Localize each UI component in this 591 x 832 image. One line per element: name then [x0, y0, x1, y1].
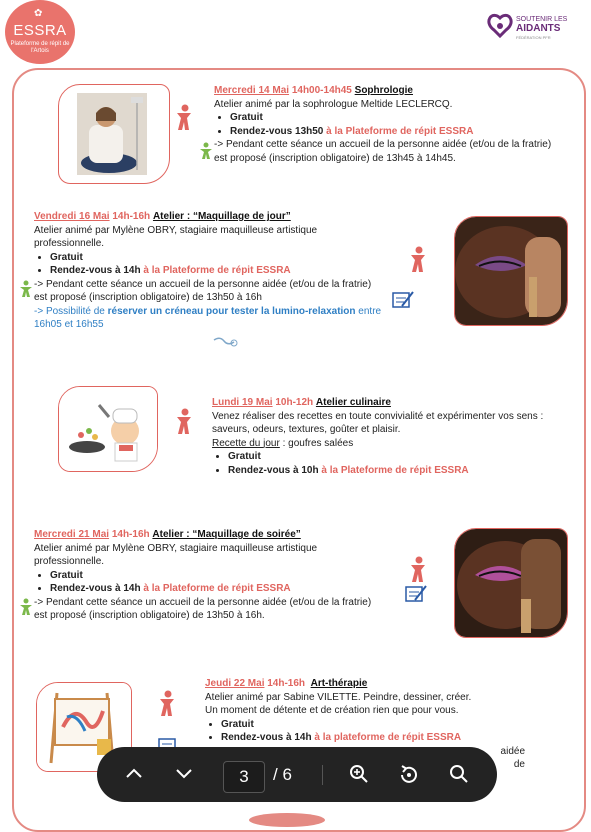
page-number-input[interactable]: 3 [223, 761, 265, 793]
event-place: à la Plateforme de répit ESSRA [143, 583, 291, 594]
event-place: à la Plateforme de répit ESSRA [143, 265, 291, 276]
event-date: Lundi 19 Mai [212, 397, 273, 408]
event-title: Sophrologie [354, 85, 413, 96]
helper-icon [19, 280, 33, 298]
event-note-partial-2: de [513, 759, 525, 770]
event-title: Art-thérapie [310, 678, 368, 689]
zoom-in-icon[interactable] [349, 764, 369, 784]
person-icon [408, 246, 428, 274]
event-time: 14h-16h [111, 529, 150, 540]
event-date: Mercredi 21 Mai [34, 529, 110, 540]
event-meeting: Rendez-vous à 14h [221, 732, 312, 743]
event-description: Atelier animé par Mylène OBRY, stagiaire maquilleuse artistique professionnelle. [34, 542, 318, 567]
event-price: Gratuit [228, 451, 261, 462]
event-description-2: Un moment de détente et de création rien que pour vous. [205, 705, 459, 716]
logo-mark-icon: ✿ [34, 8, 43, 19]
event-meeting: Rendez-vous à 14h [50, 583, 141, 594]
event-image-maquillage-soiree [454, 528, 568, 638]
event-place: à la plateforme de répit ESSRA [314, 732, 462, 743]
partner-logo-icon [486, 12, 514, 42]
logo-name: ESSRA [13, 22, 67, 39]
partner-logo [486, 12, 576, 46]
event-time: 10h-12h [275, 397, 314, 408]
event-sophrologie [214, 84, 564, 165]
event-description: Venez réaliser des recettes en toute convivialité et expérimenter vos sens : saveurs, odeurs, textures, goûter et plaisir. [212, 410, 544, 435]
event-meeting: Rendez-vous à 14h [50, 265, 141, 276]
extra-suffix: entre 16h05 et 16h55 [34, 305, 382, 330]
event-note-partial: aidée [500, 745, 525, 757]
event-date: Jeudi 22 Mai [205, 678, 265, 689]
partner-line-2: AIDANTS [516, 23, 561, 34]
person-icon [157, 690, 177, 718]
event-title: Atelier : “Maquillage de soirée” [152, 529, 301, 540]
event-image-sophrologie [58, 84, 170, 184]
chevron-up-icon[interactable] [125, 767, 143, 779]
event-date: Mercredi 14 Mai [214, 85, 290, 96]
search-icon[interactable] [449, 764, 469, 784]
recipe-value: : goufres salées [279, 437, 354, 449]
extra-bold: réserver un créneau pour tester la lumino-relaxation [107, 305, 356, 317]
event-time: 14h-16h [112, 211, 151, 222]
event-maquillage-jour [34, 210, 384, 332]
page-footer-shape [249, 813, 325, 827]
pdf-toolbar [97, 747, 497, 802]
helper-icon [199, 142, 213, 160]
page-total: / 6 [273, 765, 292, 784]
event-time: 14h-16h [267, 678, 306, 689]
event-title: Atelier : “Maquillage de jour” [152, 211, 291, 222]
event-image-maquillage-jour [454, 216, 568, 326]
event-title: Atelier culinaire [315, 397, 391, 408]
essra-logo [5, 0, 75, 64]
rotate-icon[interactable] [398, 764, 420, 786]
event-price: Gratuit [50, 569, 83, 581]
person-icon [408, 556, 428, 584]
event-meeting: Rendez-vous à 10h [228, 464, 319, 476]
form-icon [392, 290, 414, 310]
event-note: -> Pendant cette séance un accueil de la personne aidée (et/ou de la fratrie) est proposé (inscription obligatoire) de 13h50 à 16h. [34, 596, 372, 621]
event-description: Atelier animé par la sophrologue Meltide LECLERCQ. [214, 98, 453, 110]
form-icon [405, 584, 427, 604]
event-note: -> Pendant cette séance un accueil de la personne aidée (et/ou de la fratrie) est proposé (inscription obligatoire) de 13h45 à 14h45. [214, 139, 552, 164]
event-extra [34, 305, 384, 332]
event-maquillage-soiree [34, 528, 384, 623]
event-recipe [212, 437, 564, 451]
lamp-icon [212, 336, 238, 348]
event-description: Atelier animé par Sabine VILETTE. Peindre, dessiner, créer. [205, 691, 472, 703]
event-price: Gratuit [50, 251, 83, 263]
chevron-down-icon[interactable] [175, 768, 193, 780]
helper-icon [19, 598, 33, 616]
event-image-culinaire [58, 386, 158, 472]
event-place: à la Plateforme de répit ESSRA [326, 125, 474, 137]
event-time: 14h00-14h45 [291, 85, 352, 96]
partner-line-3: FÉDÉRATION PFR [516, 35, 551, 40]
event-place: à la Plateforme de répit ESSRA [321, 464, 469, 476]
toolbar-divider [322, 765, 323, 785]
event-note: -> Pendant cette séance un accueil de la personne aidée (et/ou de la fratrie) est proposé (inscription obligatoire) de 13h50 à 16h [34, 278, 372, 303]
logo-subtitle: Plateforme de répit de l'Artois [10, 41, 70, 54]
event-price: Gratuit [230, 112, 263, 123]
person-icon [174, 408, 194, 436]
event-meeting: Rendez-vous 13h50 [230, 125, 324, 137]
recipe-label: Recette du jour [212, 437, 280, 449]
person-icon [174, 104, 194, 132]
extra-prefix: -> Possibilité de [34, 305, 108, 317]
event-price: Gratuit [221, 718, 254, 730]
event-culinaire [212, 396, 564, 477]
event-description: Atelier animé par Mylène OBRY, stagiaire maquilleuse artistique professionnelle. [34, 224, 318, 249]
partner-line-1: SOUTENIR LES [516, 16, 568, 23]
event-date: Vendredi 16 Mai [34, 211, 110, 222]
